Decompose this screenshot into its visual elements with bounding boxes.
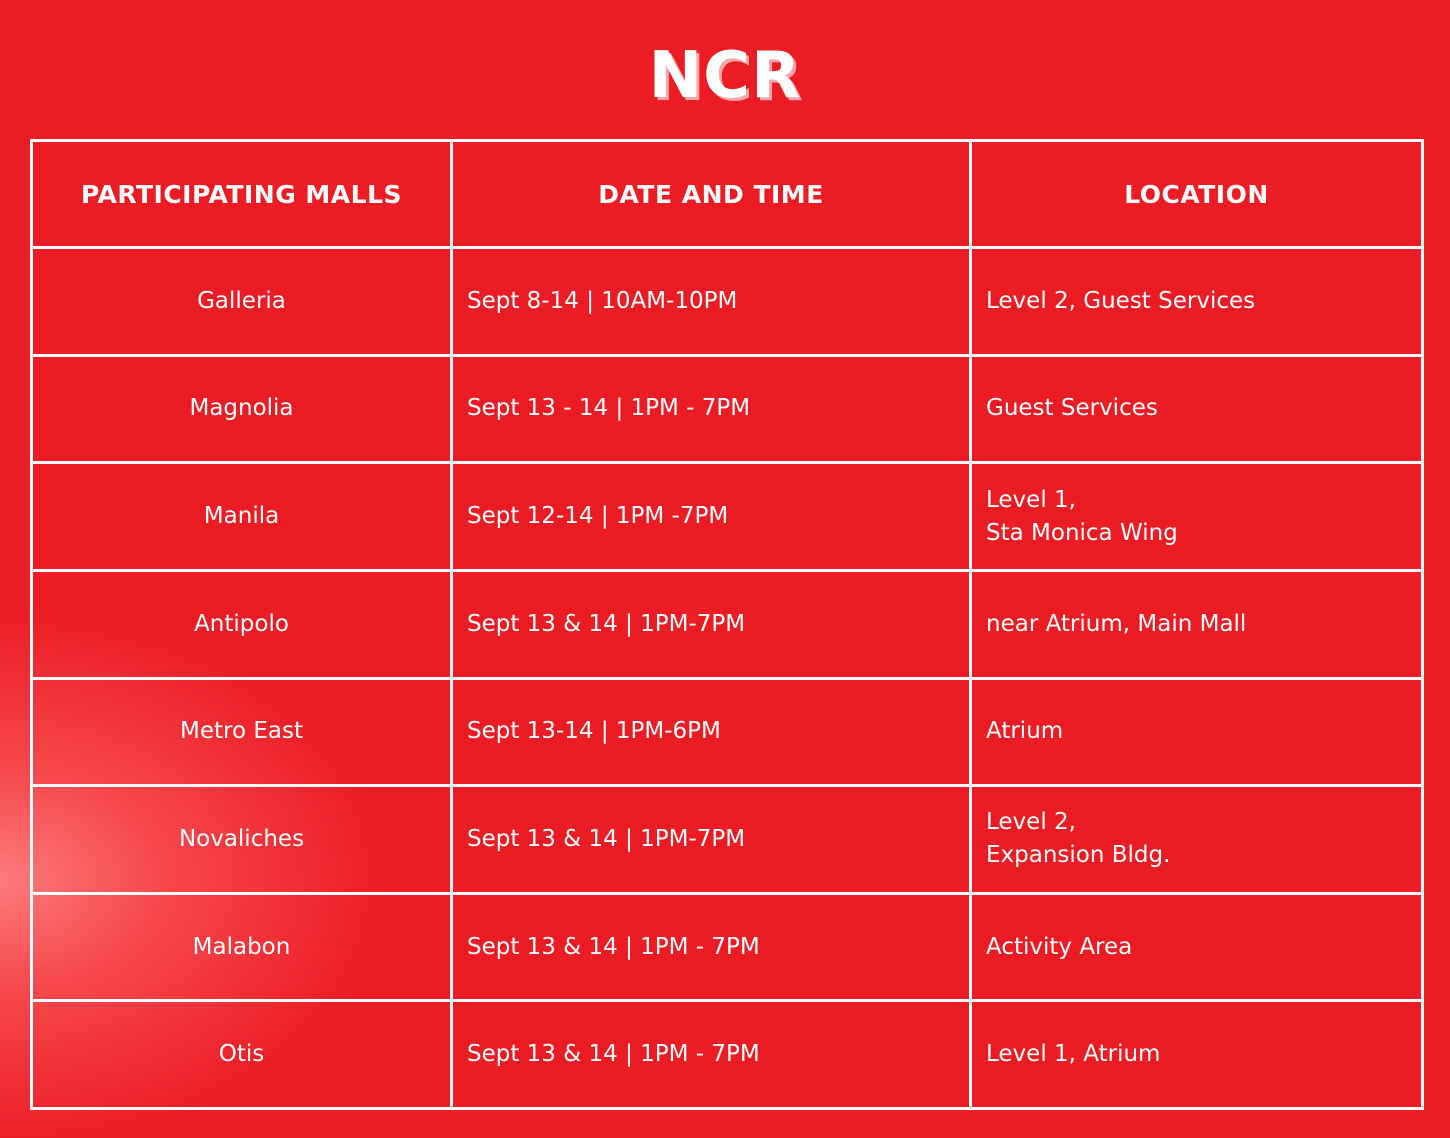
- location: [971, 463, 1423, 571]
- mall-name: Metro East: [32, 678, 452, 786]
- location: [971, 570, 1423, 678]
- mall-name: Galleria: [32, 248, 452, 356]
- mall-name: Malabon: [32, 893, 452, 1001]
- date-time: Sept 12-14 | 1PM -7PM: [452, 463, 971, 571]
- location-line: Sta Monica Wing: [986, 519, 1178, 546]
- date-time: Sept 13 - 14 | 1PM - 7PM: [452, 355, 971, 463]
- header-location: LOCATION: [971, 141, 1423, 248]
- table-row: [32, 355, 1423, 463]
- mall-name: Antipolo: [32, 570, 452, 678]
- table-row: [32, 786, 1423, 894]
- table-row: [32, 570, 1423, 678]
- schedule-table: [30, 139, 1424, 1110]
- page-title: NCR: [648, 39, 802, 113]
- location-line: Atrium: [986, 718, 1064, 745]
- date-time: Sept 13-14 | 1PM-6PM: [452, 678, 971, 786]
- mall-name: Manila: [32, 463, 452, 571]
- header-participating-malls: PARTICIPATING MALLS: [32, 141, 452, 248]
- table-row: [32, 678, 1423, 786]
- location: [971, 893, 1423, 1001]
- date-time: Sept 13 & 14 | 1PM-7PM: [452, 570, 971, 678]
- table-row: [32, 248, 1423, 356]
- table-row: [32, 893, 1423, 1001]
- header-date-and-time: DATE AND TIME: [452, 141, 971, 248]
- table-row: [32, 1001, 1423, 1109]
- date-time: Sept 13 & 14 | 1PM - 7PM: [452, 1001, 971, 1109]
- location: [971, 248, 1423, 356]
- mall-name: Magnolia: [32, 355, 452, 463]
- mall-name: Otis: [32, 1001, 452, 1109]
- location: [971, 786, 1423, 894]
- date-time: Sept 13 & 14 | 1PM - 7PM: [452, 893, 971, 1001]
- location-line: Guest Services: [986, 395, 1158, 422]
- location-line: Activity Area: [986, 933, 1133, 960]
- location: [971, 1001, 1423, 1109]
- location-line: near Atrium, Main Mall: [986, 610, 1247, 637]
- location-line: Level 2, Guest Services: [986, 287, 1256, 314]
- location: [971, 678, 1423, 786]
- location-line: Level 1,: [986, 486, 1076, 513]
- location: [971, 355, 1423, 463]
- location-line: Expansion Bldg.: [986, 842, 1171, 869]
- table-row: [32, 463, 1423, 571]
- date-time: Sept 8-14 | 10AM-10PM: [452, 248, 971, 356]
- location-line: Level 1, Atrium: [986, 1041, 1161, 1068]
- table-header-row: [32, 141, 1423, 248]
- location-line: Level 2,: [986, 809, 1076, 836]
- date-time: Sept 13 & 14 | 1PM-7PM: [452, 786, 971, 894]
- mall-name: Novaliches: [32, 786, 452, 894]
